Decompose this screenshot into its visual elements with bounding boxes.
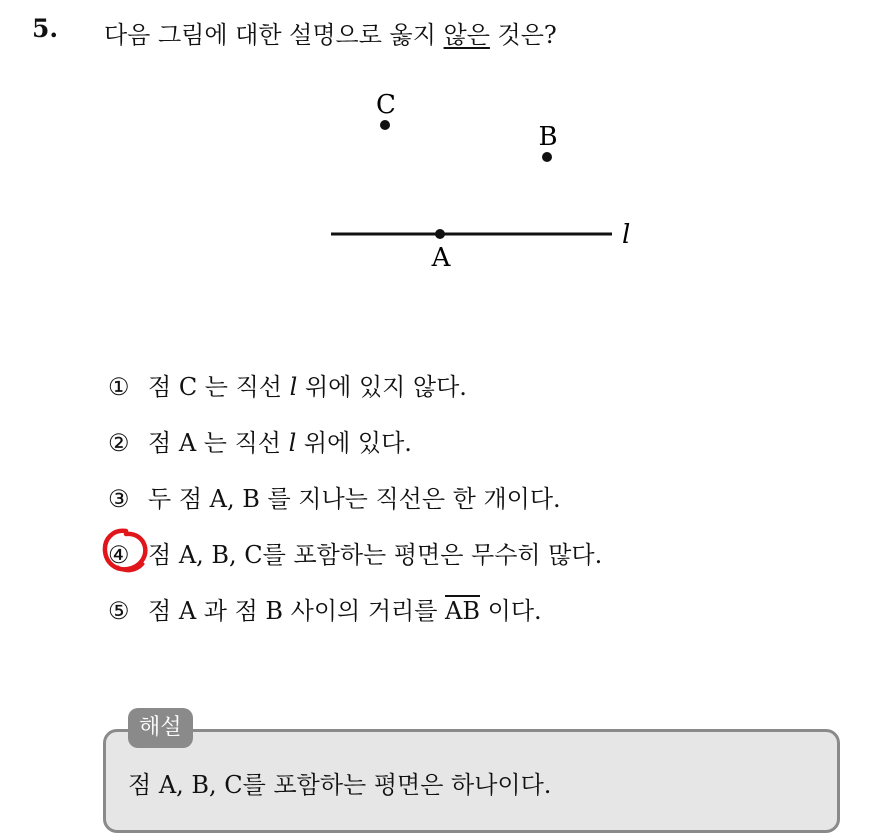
point-c-label: C xyxy=(376,90,396,120)
choice-number: ① xyxy=(108,373,130,401)
choice-text-pre: 점 A 는 직선 xyxy=(148,429,289,457)
choice-1[interactable] xyxy=(108,367,467,402)
choice-text-pre: 점 A 과 점 B 사이의 거리를 xyxy=(148,597,446,625)
explanation-label: 해설 xyxy=(128,708,193,748)
point-c xyxy=(380,120,390,130)
segment-ab: $\overline{AB}$ xyxy=(445,597,480,625)
question-text-before: 다음 그림에 대한 설명으로 옳지 xyxy=(104,21,444,49)
choice-number: ⑤ xyxy=(108,597,130,625)
choice-3[interactable] xyxy=(108,479,561,514)
explanation-text: 점 A, B, C를 포함하는 평면은 하나이다. xyxy=(128,771,552,799)
question-text-underlined: 않은 xyxy=(443,21,490,49)
geometry-figure xyxy=(0,0,884,340)
choice-5[interactable] xyxy=(108,591,542,626)
point-b-label: B xyxy=(538,122,558,152)
choice-text-post: 위에 있다. xyxy=(296,429,412,457)
choice-text: 점 A, B, C를 포함하는 평면은 무수히 많다. xyxy=(148,541,603,569)
answer-circle-mark-icon xyxy=(100,527,152,575)
choice-number: ④ xyxy=(108,541,130,569)
question-number: 5. xyxy=(32,14,59,43)
choice-variable: l xyxy=(289,373,298,401)
choice-text-post: 위에 있지 않다. xyxy=(297,373,467,401)
line-l-label: l xyxy=(622,220,631,250)
point-a-label: A xyxy=(431,243,451,273)
choice-number: ② xyxy=(108,429,130,457)
question-text-after: 것은? xyxy=(489,21,557,49)
choice-number: ③ xyxy=(108,485,130,513)
choice-text-post: 이다. xyxy=(480,597,542,625)
choice-variable: l xyxy=(288,429,297,457)
choice-4[interactable] xyxy=(108,535,602,570)
choice-text: 두 점 A, B 를 지나는 직선은 한 개이다. xyxy=(148,485,561,513)
point-b xyxy=(542,152,552,162)
choice-2[interactable] xyxy=(108,423,412,458)
point-a xyxy=(435,229,445,239)
choice-text-pre: 점 C 는 직선 xyxy=(148,373,290,401)
